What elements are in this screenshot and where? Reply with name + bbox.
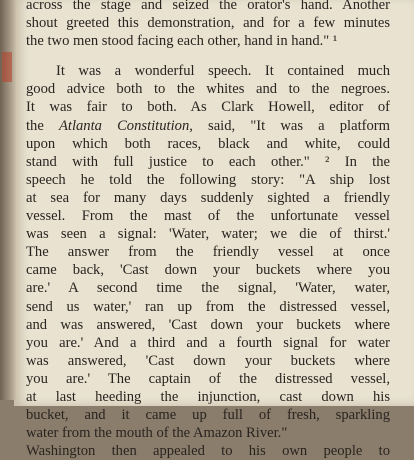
text-line: shout greeted this demonstration, and for a few minutes [26, 15, 390, 32]
text-line: at sea for many days suddenly sighted a friendly [26, 189, 390, 206]
text-line: speech he told the following story: "A ship lost [26, 171, 390, 188]
text-line: send us water,' ran up from the distressed vessel, [26, 298, 390, 315]
text-line: at last heeding the injunction, cast down his [26, 388, 390, 405]
page-edge-marker [2, 52, 12, 82]
text-line: water from the mouth of the Amazon River." [26, 425, 288, 442]
text-line: was seen a signal: 'Water, water; we die of thirst.' [26, 226, 390, 243]
text-line: the Atlanta Constitution, said, "It was a platform [26, 117, 391, 134]
text-line: The answer from the friendly vessel at once [26, 244, 390, 261]
text-line: are.' A second time the signal, 'Water, water, [26, 280, 390, 297]
text-line: and was answered, 'Cast down your buckets where [26, 316, 390, 333]
text-line: across the stage and seized the orator's hand. Another [26, 0, 390, 13]
text-line: was answered, 'Cast down your buckets where [26, 352, 390, 369]
text-line: came back, 'Cast down your buckets where you [26, 262, 390, 279]
page-text [26, 0, 390, 460]
text-line: the two men stood facing each other, hand in hand." ¹ [26, 33, 338, 50]
newspaper-title: Atlanta Constitution [58, 117, 190, 134]
text-line: bucket, and it came up full of fresh, sparkling [26, 407, 390, 424]
text-line: It was fair to both. As Clark Howell, editor of [26, 99, 390, 116]
text-line: you are.' And a third and a fourth signal for water [26, 334, 390, 351]
text-line: Washington then appealed to his own people to [26, 443, 390, 460]
text-line: upon which both races, black and white, could [26, 135, 390, 152]
text-line: good advice both to the whites and to the negroes. [26, 81, 390, 98]
text-line: vessel. From the mast of the unfortunate vessel [26, 208, 390, 225]
text-line: It was a wonderful speech. It contained much [56, 63, 390, 80]
text-line: stand with full justice to each other." ² In the [26, 153, 390, 170]
text-line: you are.' The captain of the distressed vessel, [26, 370, 390, 387]
